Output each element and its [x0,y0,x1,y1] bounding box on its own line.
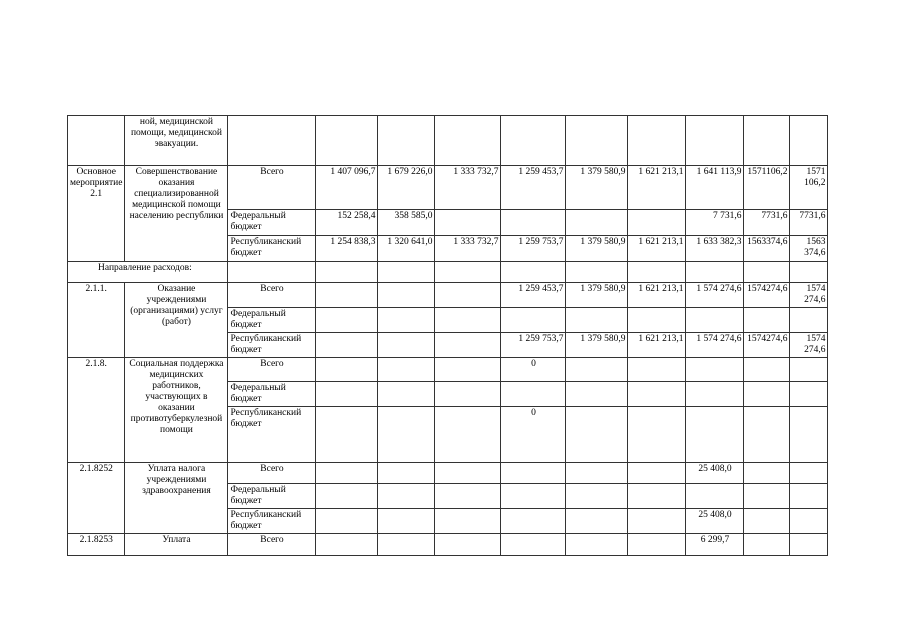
value-cell [316,534,378,556]
value-cell [316,283,378,308]
value-cell [744,463,790,484]
value-cell [501,463,566,484]
source-label: Республиканский бюджет [228,236,316,262]
value-cell [628,484,686,509]
value-cell: 152 258,4 [316,210,378,236]
value-cell [435,210,501,236]
value-cell [316,484,378,509]
value-cell [435,308,501,333]
table-row [68,463,828,484]
value-cell: 1 641 113,9 [686,166,744,210]
value-cell [790,534,828,556]
value-cell [744,484,790,509]
value-cell [744,358,790,382]
source-label: Федеральный бюджет [228,382,316,407]
value-cell: 1 633 382,3 [686,236,744,262]
row-code: 2.1.1. [68,283,125,358]
row-name: Оказание учреждениями (организациями) услуг (работ) [125,283,228,358]
value-cell: 7731,6 [790,210,828,236]
value-cell [566,484,628,509]
value-cell [378,534,435,556]
value-cell: 1563374,6 [744,236,790,262]
value-cell: 1 379 580,9 [566,166,628,210]
row-name: Уплата [125,534,228,556]
value-cell [378,463,435,484]
value-cell [686,484,744,509]
value-cell [501,484,566,509]
source-label: Федеральный бюджет [228,210,316,236]
value-cell [628,509,686,534]
value-cell [378,333,435,358]
value-cell [435,484,501,509]
value-cell: 1 333 732,7 [435,166,501,210]
value-cell [435,534,501,556]
value-cell: 1574274,6 [744,283,790,308]
value-cell [790,463,828,484]
value-cell [744,382,790,407]
source-label: Федеральный бюджет [228,308,316,333]
source-label: Всего [228,463,316,484]
value-cell: 25 408,0 [686,463,744,484]
value-cell: 7731,6 [744,210,790,236]
row-name: Социальная поддержка медицинских работников, участвующих в оказании противотуберкулезной помощи [125,358,228,463]
value-cell [744,534,790,556]
row-name: Уплата налога учреждениями здравоохранения [125,463,228,534]
value-cell: 1 574 274,6 [686,333,744,358]
value-cell [316,382,378,407]
value-cell: 358 585,0 [378,210,435,236]
value-cell: 1 259 753,7 [501,236,566,262]
value-cell: 0 [501,358,566,382]
value-cell: 6 299,7 [686,534,744,556]
value-cell [316,358,378,382]
value-cell: 1574274,6 [744,333,790,358]
value-cell: 1571106,2 [744,166,790,210]
value-cell [628,358,686,382]
source-label: Республиканский бюджет [228,333,316,358]
value-cell: 1 333 732,7 [435,236,501,262]
value-cell [378,484,435,509]
value-cell [686,358,744,382]
value-cell [566,382,628,407]
source-label: Всего [228,358,316,382]
value-cell: 1574 274,6 [790,283,828,308]
source-label: Всего [228,283,316,308]
value-cell [316,333,378,358]
value-cell [790,358,828,382]
value-cell [378,382,435,407]
value-cell [628,534,686,556]
value-cell [316,407,378,463]
source-label: Всего [228,166,316,210]
value-cell [628,463,686,484]
value-cell: 25 408,0 [686,509,744,534]
row-name: ной, медицинской помощи, медицинской эвакуации. [125,116,228,166]
budget-table [67,115,828,556]
value-cell: 1 574 274,6 [686,283,744,308]
value-cell [378,283,435,308]
table-row [68,358,828,382]
value-cell [378,407,435,463]
value-cell [501,308,566,333]
value-cell [566,534,628,556]
value-cell [744,308,790,333]
value-cell [686,382,744,407]
value-cell [686,308,744,333]
value-cell [744,407,790,463]
value-cell: 1 259 753,7 [501,333,566,358]
value-cell: 1 379 580,9 [566,283,628,308]
row-code: 2.1.8252 [68,463,125,534]
value-cell [435,333,501,358]
source-label: Всего [228,534,316,556]
value-cell [435,358,501,382]
value-cell [686,407,744,463]
value-cell [435,283,501,308]
value-cell [790,509,828,534]
row-code: 2.1.8253 [68,534,125,556]
value-cell [316,308,378,333]
value-cell [378,308,435,333]
value-cell: 1 379 580,9 [566,236,628,262]
value-cell [378,358,435,382]
value-cell: 1571 106,2 [790,166,828,210]
table-row [68,534,828,556]
value-cell [435,509,501,534]
value-cell [566,407,628,463]
value-cell: 1574 274,6 [790,333,828,358]
value-cell [501,534,566,556]
source-label: Федеральный бюджет [228,484,316,509]
value-cell: 0 [501,407,566,463]
value-cell: 1 621 213,1 [628,236,686,262]
value-cell [790,382,828,407]
value-cell [435,463,501,484]
table-row [68,116,828,166]
source-label: Республиканский бюджет [228,407,316,463]
value-cell [501,509,566,534]
value-cell: 1 320 641,0 [378,236,435,262]
value-cell [378,509,435,534]
value-cell [628,210,686,236]
value-cell: 1 259 453,7 [501,166,566,210]
table-row [68,283,828,308]
value-cell: 1 407 096,7 [316,166,378,210]
value-cell: 1 621 213,1 [628,166,686,210]
value-cell: 1 621 213,1 [628,333,686,358]
value-cell: 1 621 213,1 [628,283,686,308]
value-cell [501,382,566,407]
value-cell: 1563 374,6 [790,236,828,262]
value-cell [744,509,790,534]
value-cell [790,407,828,463]
source-label: Республиканский бюджет [228,509,316,534]
row-code: 2.1.8. [68,358,125,463]
value-cell [501,210,566,236]
section-heading: Направление расходов: [68,262,228,283]
value-cell [628,407,686,463]
value-cell [435,382,501,407]
value-cell: 1 679 226,0 [378,166,435,210]
value-cell [790,484,828,509]
value-cell: 1 379 580,9 [566,333,628,358]
value-cell [566,358,628,382]
value-cell [628,308,686,333]
value-cell [316,509,378,534]
value-cell [566,509,628,534]
table-row [68,262,828,283]
value-cell [566,210,628,236]
row-code: Основное мероприятие 2.1 [68,166,125,262]
value-cell [628,382,686,407]
value-cell [435,407,501,463]
value-cell [790,308,828,333]
row-name: Совершенствование оказания специализированной медицинской помощи населению республики [125,166,228,262]
value-cell [566,463,628,484]
value-cell: 7 731,6 [686,210,744,236]
value-cell: 1 254 838,3 [316,236,378,262]
value-cell: 1 259 453,7 [501,283,566,308]
table-row [68,166,828,210]
value-cell [316,463,378,484]
value-cell [566,308,628,333]
